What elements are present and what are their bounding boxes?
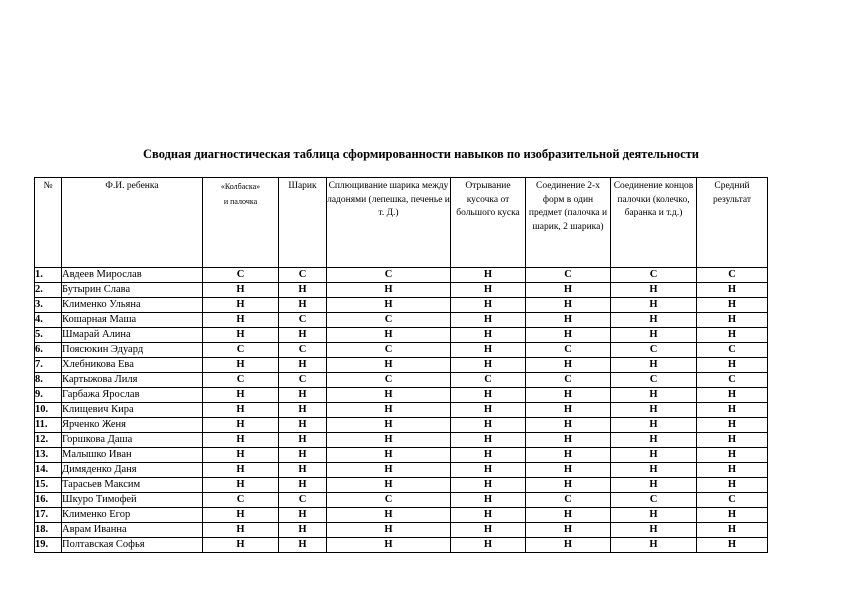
score-cell: Н [327,508,451,523]
score-cell: Н [526,313,611,328]
score-cell: Н [697,388,768,403]
score-cell: Н [697,283,768,298]
score-cell: Н [451,448,526,463]
header-num: № [35,178,62,268]
score-cell: Н [451,508,526,523]
header-name: Ф.И. ребенка [62,178,203,268]
score-cell: С [279,373,327,388]
score-cell: Н [697,358,768,373]
child-name: Хлебникова Ева [62,358,203,373]
child-name: Бутырин Слава [62,283,203,298]
child-name: Горшкова Даша [62,433,203,448]
score-cell: Н [697,313,768,328]
score-cell: С [697,268,768,283]
score-cell: Н [526,283,611,298]
row-number: 9. [35,388,62,403]
score-cell: Н [327,358,451,373]
score-cell: Н [327,328,451,343]
table-row [35,433,768,448]
score-cell: Н [611,523,697,538]
score-cell: Н [526,463,611,478]
table-row [35,283,768,298]
score-cell: С [526,268,611,283]
diagnostic-table [34,177,768,553]
score-cell: Н [327,463,451,478]
score-cell: С [611,493,697,508]
score-cell: Н [451,463,526,478]
score-cell: Н [697,328,768,343]
score-cell: С [203,268,279,283]
score-cell: Н [611,433,697,448]
score-cell: С [697,343,768,358]
table-row [35,388,768,403]
score-cell: С [279,493,327,508]
score-cell: С [697,373,768,388]
score-cell: С [526,343,611,358]
score-cell: Н [203,313,279,328]
row-number: 3. [35,298,62,313]
score-cell: Н [279,418,327,433]
score-cell: Н [203,448,279,463]
score-cell: Н [451,343,526,358]
score-cell: Н [203,523,279,538]
table-header-row [35,178,768,268]
table-row [35,298,768,313]
row-number: 13. [35,448,62,463]
score-cell: Н [279,538,327,553]
score-cell: Н [451,403,526,418]
row-number: 6. [35,343,62,358]
score-cell: Н [279,403,327,418]
score-cell: Н [611,508,697,523]
row-number: 15. [35,478,62,493]
score-cell: Н [279,448,327,463]
score-cell: Н [327,478,451,493]
score-cell: Н [279,328,327,343]
score-cell: С [203,493,279,508]
table-row [35,523,768,538]
table-row [35,448,768,463]
score-cell: Н [451,478,526,493]
child-name: Шмарай Алина [62,328,203,343]
score-cell: Н [451,523,526,538]
header-ball: Шарик [279,178,327,268]
score-cell: Н [203,388,279,403]
score-cell: Н [697,523,768,538]
score-cell: Н [279,388,327,403]
score-cell: С [611,373,697,388]
score-cell: Н [279,508,327,523]
score-cell: С [279,313,327,328]
child-name: Димяденко Даня [62,463,203,478]
table-row [35,358,768,373]
score-cell: Н [611,388,697,403]
child-name: Полтавская Софья [62,538,203,553]
score-cell: Н [526,433,611,448]
score-cell: Н [203,403,279,418]
score-cell: Н [611,313,697,328]
score-cell: Н [526,508,611,523]
score-cell: Н [327,538,451,553]
score-cell: Н [611,418,697,433]
score-cell: Н [526,403,611,418]
score-cell: Н [327,523,451,538]
child-name: Авдеев Мирослав [62,268,203,283]
score-cell: Н [611,403,697,418]
header-joining-forms: Соединение 2-х форм в один предмет (палочка и шарик, 2 шарика) [526,178,611,268]
child-name: Гарбажа Ярослав [62,388,203,403]
score-cell: С [279,268,327,283]
score-cell: Н [451,298,526,313]
score-cell: Н [203,283,279,298]
score-cell: Н [526,358,611,373]
score-cell: С [203,373,279,388]
table-row [35,508,768,523]
score-cell: Н [327,403,451,418]
table-row [35,268,768,283]
score-cell: Н [611,358,697,373]
row-number: 10. [35,403,62,418]
score-cell: Н [451,358,526,373]
score-cell: Н [451,328,526,343]
child-name: Клименко Егор [62,508,203,523]
score-cell: С [327,313,451,328]
score-cell: Н [526,478,611,493]
page-title: Сводная диагностическая таблица сформированности навыков по изобразительной деятельности [143,147,699,161]
score-cell: С [451,373,526,388]
score-cell: С [697,493,768,508]
table-row [35,373,768,388]
score-cell: Н [203,463,279,478]
score-cell: Н [279,433,327,448]
header-sausage-stick [203,178,279,268]
score-cell: Н [203,418,279,433]
score-cell: Н [611,448,697,463]
score-cell: Н [697,298,768,313]
row-number: 1. [35,268,62,283]
score-cell: Н [611,283,697,298]
score-cell: Н [451,313,526,328]
score-cell: Н [697,478,768,493]
score-cell: Н [697,403,768,418]
child-name: Кошарная Маша [62,313,203,328]
score-cell: Н [697,538,768,553]
score-cell: С [279,343,327,358]
score-cell: Н [697,448,768,463]
header-average: Средний результат [697,178,768,268]
score-cell: Н [203,478,279,493]
score-cell: Н [526,388,611,403]
score-cell: Н [451,418,526,433]
score-cell: Н [279,283,327,298]
table-row [35,538,768,553]
child-name: Ярченко Женя [62,418,203,433]
score-cell: Н [327,298,451,313]
score-cell: Н [526,448,611,463]
score-cell: Н [697,508,768,523]
score-cell: Н [526,418,611,433]
score-cell: Н [526,328,611,343]
child-name: Картыжова Лиля [62,373,203,388]
row-number: 2. [35,283,62,298]
header-sausage-line1: «Колбаска» [220,182,261,191]
score-cell: Н [327,418,451,433]
score-cell: Н [327,448,451,463]
score-cell: Н [203,433,279,448]
score-cell: Н [697,463,768,478]
table-row [35,463,768,478]
table-row [35,478,768,493]
score-cell: С [611,343,697,358]
score-cell: Н [203,358,279,373]
child-name: Клименко Ульяна [62,298,203,313]
score-cell: Н [697,418,768,433]
score-cell: Н [327,433,451,448]
score-cell: С [327,343,451,358]
child-name: Шкуро Тимофей [62,493,203,508]
score-cell: Н [279,463,327,478]
score-cell: Н [611,478,697,493]
score-cell: Н [203,298,279,313]
table-row [35,328,768,343]
table-row [35,403,768,418]
score-cell: Н [327,388,451,403]
score-cell: Н [611,463,697,478]
row-number: 5. [35,328,62,343]
row-number: 16. [35,493,62,508]
row-number: 17. [35,508,62,523]
header-sausage-line2: и палочка [223,196,258,206]
child-name: Клищевич Кира [62,403,203,418]
child-name: Поясюкин Эдуард [62,343,203,358]
score-cell: Н [203,508,279,523]
score-cell: Н [451,388,526,403]
header-joining-ends: Соединение концов палочки (колечко, баранка и т.д.) [611,178,697,268]
row-number: 4. [35,313,62,328]
row-number: 7. [35,358,62,373]
score-cell: Н [451,433,526,448]
row-number: 14. [35,463,62,478]
score-cell: С [611,268,697,283]
table-row [35,493,768,508]
score-cell: Н [203,538,279,553]
score-cell: С [327,373,451,388]
score-cell: Н [279,523,327,538]
header-tearing: Отрывание кусочка от большого куска [451,178,526,268]
score-cell: Н [611,328,697,343]
score-cell: Н [526,523,611,538]
table-row [35,343,768,358]
row-number: 19. [35,538,62,553]
score-cell: Н [611,538,697,553]
score-cell: Н [451,493,526,508]
score-cell: Н [279,298,327,313]
row-number: 8. [35,373,62,388]
child-name: Аврам Иванна [62,523,203,538]
table-row [35,313,768,328]
table-body [35,268,768,553]
child-name: Тарасьев Максим [62,478,203,493]
score-cell: Н [451,538,526,553]
score-cell: Н [327,283,451,298]
score-cell: С [327,493,451,508]
score-cell: С [327,268,451,283]
score-cell: С [526,493,611,508]
score-cell: Н [526,538,611,553]
score-cell: Н [526,298,611,313]
row-number: 11. [35,418,62,433]
score-cell: С [526,373,611,388]
header-flattening: Сплющивание шарика между ладонями (лепешка, печенье и т. Д.) [327,178,451,268]
score-cell: С [203,343,279,358]
score-cell: Н [451,283,526,298]
score-cell: Н [203,328,279,343]
score-cell: Н [697,433,768,448]
child-name: Малышко Иван [62,448,203,463]
score-cell: Н [279,358,327,373]
score-cell: Н [279,478,327,493]
score-cell: Н [451,268,526,283]
table-row [35,418,768,433]
row-number: 18. [35,523,62,538]
score-cell: Н [611,298,697,313]
row-number: 12. [35,433,62,448]
